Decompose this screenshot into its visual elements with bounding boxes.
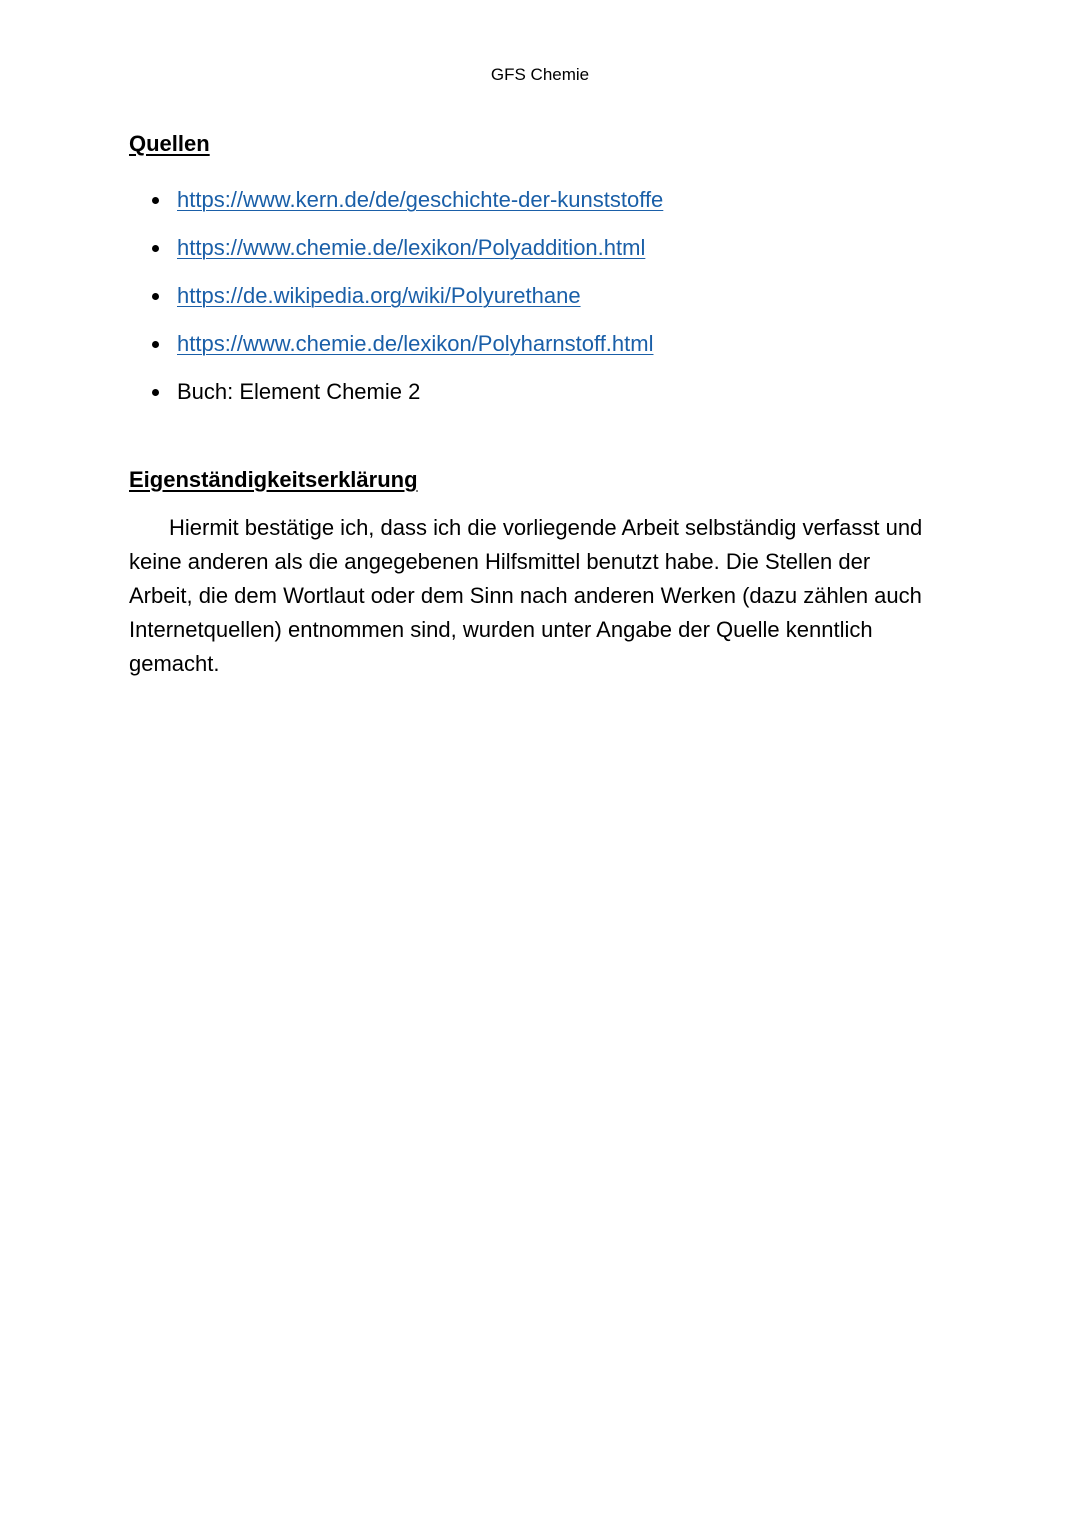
source-item [152, 176, 663, 224]
bullet-icon [152, 341, 159, 348]
source-item [152, 320, 663, 368]
source-link-polyharnstoff[interactable]: https://www.chemie.de/lexikon/Polyharnstoff.html [177, 331, 654, 356]
source-link-wikipedia-polyurethane[interactable]: https://de.wikipedia.org/wiki/Polyurethane [177, 283, 581, 308]
source-link-polyaddition[interactable]: https://www.chemie.de/lexikon/Polyaddition.html [177, 235, 646, 260]
sources-list [152, 176, 663, 416]
bullet-icon [152, 293, 159, 300]
sources-heading: Quellen [129, 131, 210, 156]
declaration-body: Hiermit bestätige ich, dass ich die vorliegende Arbeit selbständig verfasst und keine anderen als die angegebenen Hilfsmittel benutzt habe. Die Stellen der Arbeit, die dem Wortlaut oder dem Sinn nach anderen Werken (dazu zählen auch Internetquellen) entnommen sind, wurden unter Angabe der Quelle kenntlich gemacht. [129, 515, 923, 676]
declaration-heading: Eigenständigkeitserklärung [129, 467, 418, 492]
bullet-icon [152, 245, 159, 252]
page-header-title: GFS Chemie [490, 65, 590, 84]
source-item [152, 272, 663, 320]
bullet-icon [152, 197, 159, 204]
bullet-icon [152, 389, 159, 396]
source-book: Buch: Element Chemie 2 [177, 379, 421, 404]
source-link-kern[interactable]: https://www.kern.de/de/geschichte-der-kunststoffe [177, 187, 664, 212]
source-item [152, 224, 663, 272]
source-item [152, 368, 663, 416]
